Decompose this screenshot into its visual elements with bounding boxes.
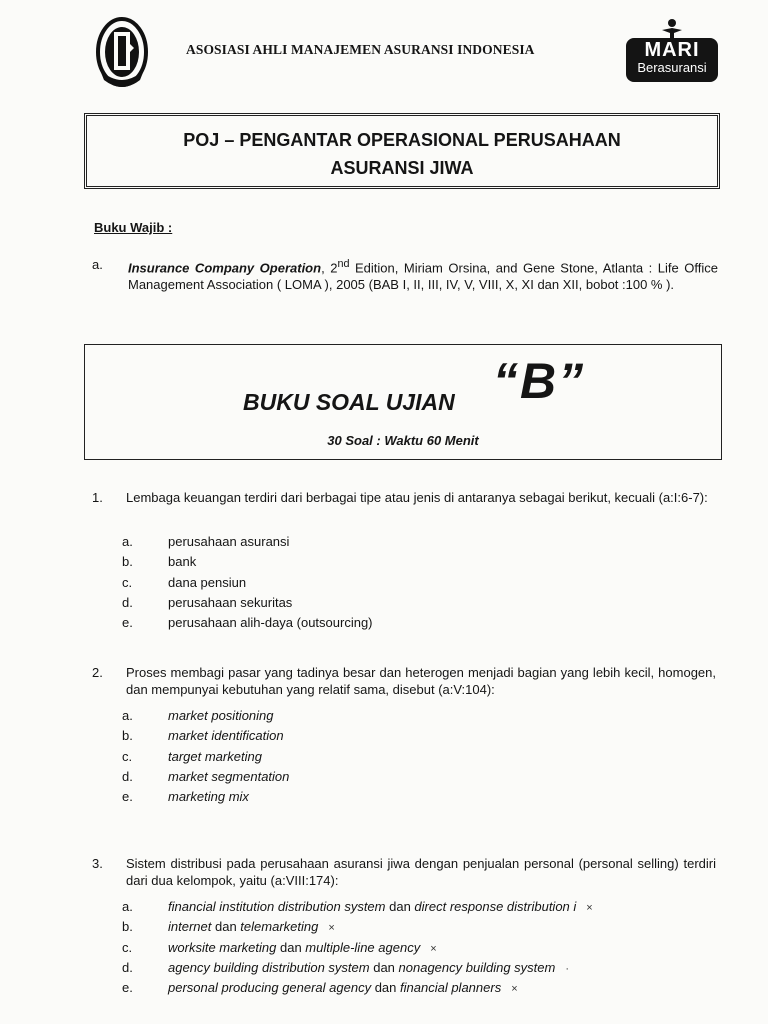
option-term-1: internet [168, 919, 212, 935]
course-title-box [84, 113, 720, 189]
option-letter: a. [122, 899, 133, 914]
handwritten-mark: × [511, 983, 518, 996]
course-title-line-1: POJ – PENGANTAR OPERASIONAL PERUSAHAAN [183, 130, 621, 150]
question-text: Proses membagi pasar yang tadinya besar dan heterogen menjadi bagian yang lebih kecil, homogen, dan mempunyai kebutuhan yang relatif sama, disebut (a:V:104): [126, 665, 716, 697]
mari-word: MARI [644, 39, 700, 61]
option-letter: d. [122, 594, 133, 610]
option-term-2: financial planners [400, 980, 502, 996]
handwritten-mark: × [328, 922, 335, 935]
book-edition: , 2 [321, 260, 338, 276]
required-book-letter: a. [92, 257, 103, 272]
option-term-1: worksite marketing [168, 939, 277, 955]
required-book-label: Buku Wajib : [94, 220, 173, 235]
option-term-2: telemarketing [240, 919, 319, 935]
option-term-1: agency building distribution system [168, 959, 370, 975]
mari-berasuransi-logo [626, 18, 718, 82]
option-text: perusahaan asuransi [168, 534, 290, 549]
option-conjunction: dan [211, 919, 241, 935]
option-term-2: nonagency building system [398, 959, 556, 975]
option-term-2: multiple-line agency [305, 939, 421, 955]
option-letter: b. [122, 554, 133, 570]
option-text [168, 938, 437, 959]
option-text: target marketing [168, 748, 262, 764]
berasuransi-word: Berasuransi [637, 60, 707, 75]
option-letter: e. [122, 615, 133, 631]
question-text: Lembaga keuangan terdiri dari berbagai tipe atau jenis di antaranya sebagai berikut, kecuali (a:I:6-7): [126, 490, 708, 505]
option-letter: d. [122, 959, 133, 975]
organization-name: ASOSIASI AHLI MANAJEMEN ASURANSI INDONESIA [186, 42, 535, 57]
exam-version: “B” [493, 353, 586, 409]
aamai-logo [94, 14, 150, 90]
option-conjunction: dan [276, 939, 306, 955]
option-text: market segmentation [168, 768, 290, 784]
question-text: Sistem distribusi pada perusahaan asuransi jiwa dengan penjualan personal (personal selling) terdiri dari dua kelompok, yaitu (a:VIII:174): [126, 856, 716, 888]
option-letter: a. [122, 534, 133, 549]
handwritten-mark: · [565, 962, 570, 975]
exam-header-box [84, 344, 722, 460]
book-title: Insurance Company Operation [128, 260, 322, 276]
option-text: market identification [168, 728, 284, 744]
option-letter: a. [122, 708, 133, 723]
option-letter: c. [122, 748, 133, 764]
option-letter: e. [122, 980, 133, 996]
option-term-1: personal producing general agency [168, 980, 372, 996]
question-number: 3. [92, 856, 103, 871]
option-conjunction: dan [385, 899, 415, 914]
option-letter: e. [122, 789, 133, 805]
required-book-text [128, 256, 718, 293]
option-text: marketing mix [168, 789, 249, 805]
option-text [168, 978, 518, 999]
question-number: 1. [92, 490, 103, 505]
handwritten-mark: × [586, 902, 593, 914]
option-text: perusahaan sekuritas [168, 594, 293, 610]
course-title-line-2: ASURANSI JIWA [330, 158, 474, 178]
option-letter: d. [122, 768, 133, 784]
option-text: bank [168, 554, 197, 570]
option-letter: b. [122, 919, 133, 935]
option-term-1: financial institution distribution system [168, 899, 386, 914]
option-text [168, 897, 593, 918]
option-letter: c. [122, 574, 133, 590]
option-text [168, 917, 335, 938]
handwritten-mark: × [430, 942, 437, 955]
option-term-2: direct response distribution i [414, 899, 577, 914]
option-text: market positioning [168, 708, 274, 723]
option-conjunction: dan [371, 980, 401, 996]
option-letter: c. [122, 939, 133, 955]
book-details: Edition, Miriam Orsina, and Gene Stone, Atlanta : Life Office Management Association ( LOMA ), 2005 (BAB I, II, III, IV, V, VIII, X, XI dan XII, bobot :100 % ). [128, 260, 718, 293]
option-text [168, 958, 569, 979]
exam-title: BUKU SOAL UJIAN [243, 389, 455, 415]
option-conjunction: dan [369, 959, 399, 975]
option-text: perusahaan alih-daya (outsourcing) [168, 615, 373, 631]
book-edition-suffix: nd [337, 258, 350, 270]
mari-badge [626, 38, 718, 82]
option-text: dana pensiun [168, 574, 247, 590]
question-number: 2. [92, 665, 103, 680]
exam-subtitle: 30 Soal : Waktu 60 Menit [327, 433, 479, 448]
option-letter: b. [122, 728, 133, 744]
